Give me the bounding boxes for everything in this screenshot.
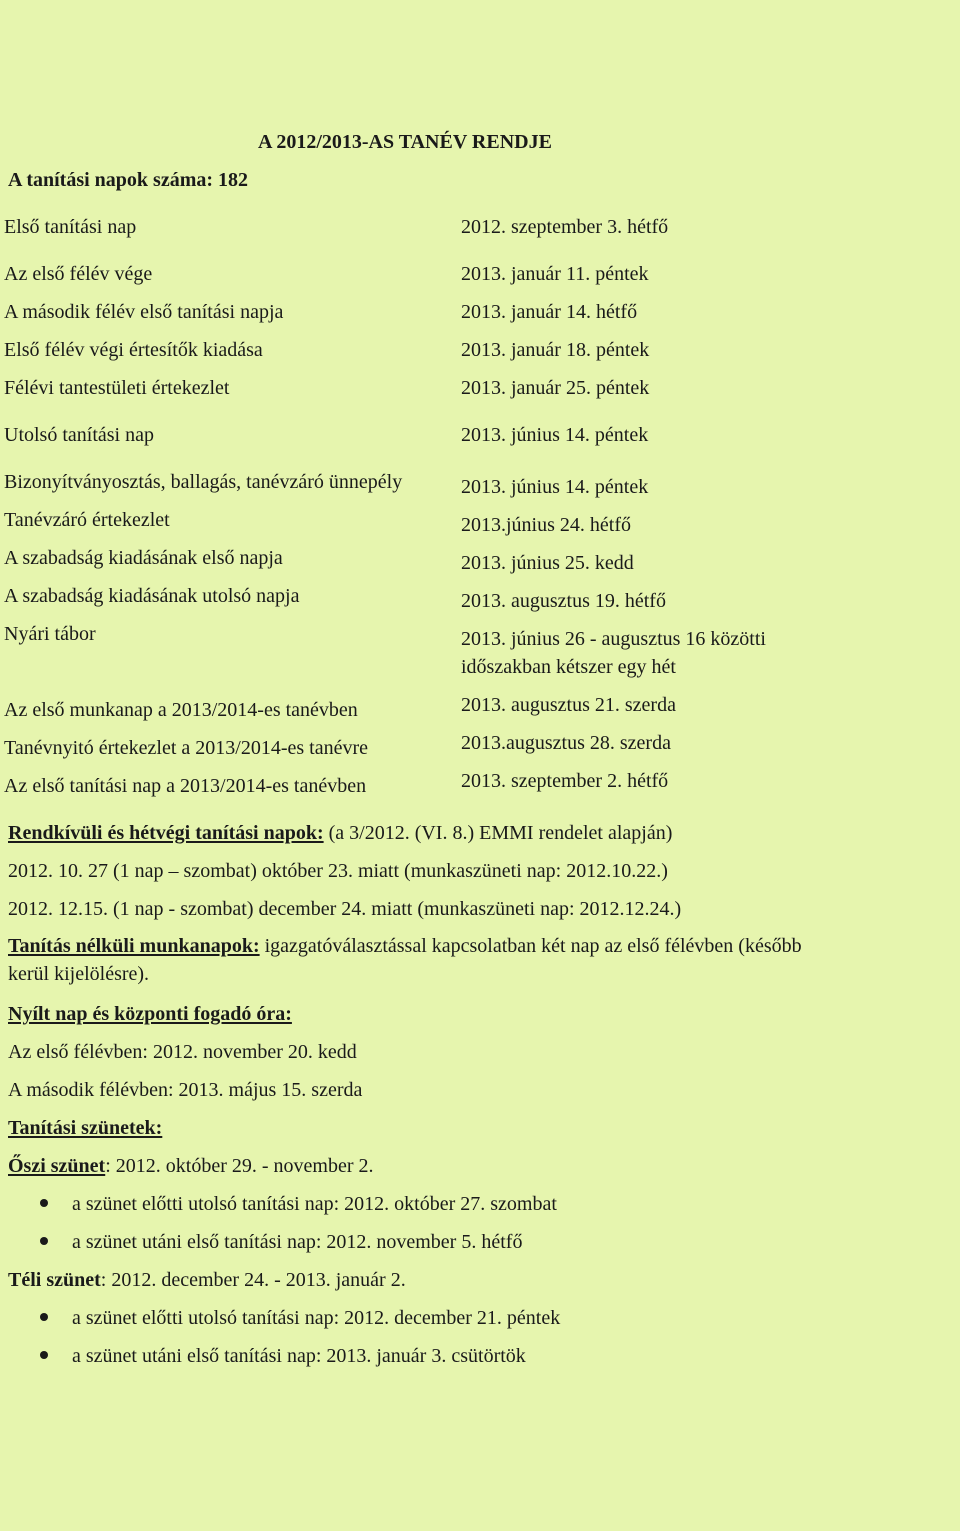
schedule-label: Tanévnyitó értekezlet a 2013/2014-es tanévre: [4, 737, 369, 759]
open-day-heading-line: [8, 1002, 292, 1026]
winter-break-dates: : 2012. december 24. - 2013. január 2.: [100, 1269, 406, 1291]
schedule-label: Az első tanítási nap a 2013/2014-es tanévben: [4, 775, 367, 797]
schedule-date: 2013. június 14. péntek: [461, 424, 649, 446]
schedule-label: A szabadság kiadásának utolsó napja: [4, 585, 300, 607]
schedule-label: Bizonyítványosztás, ballagás, tanévzáró ünnepély: [4, 471, 403, 493]
teaching-days-count: A tanítási napok száma: 182: [8, 169, 249, 191]
schedule-date: 2013. január 25. péntek: [461, 377, 650, 399]
autumn-break-label: Őszi szünet: [8, 1155, 106, 1177]
schedule-date: 2013. január 11. péntek: [461, 263, 649, 285]
list-item: [40, 1230, 522, 1254]
list-item-text: a szünet előtti utolsó tanítási nap: 2012. október 27. szombat: [72, 1193, 557, 1215]
special-days-heading: Rendkívüli és hétvégi tanítási napok:: [8, 822, 324, 844]
bullet-icon: [40, 1199, 48, 1207]
page-title: A 2012/2013-AS TANÉV RENDJE: [258, 131, 552, 153]
schedule-date: 2013.június 24. hétfő: [461, 514, 631, 536]
open-day-heading: Nyílt nap és központi fogadó óra:: [8, 1003, 292, 1025]
schedule-label: Tanévzáró értekezlet: [4, 509, 170, 531]
autumn-break-line: [8, 1154, 374, 1178]
schedule-label: Első tanítási nap: [4, 216, 137, 238]
breaks-heading-line: [8, 1116, 162, 1140]
schedule-label: Félévi tantestületi értekezlet: [4, 377, 230, 399]
non-teaching-paragraph: [8, 932, 808, 988]
schedule-date: 2013. szeptember 2. hétfő: [461, 770, 669, 792]
schedule-label: Nyári tábor: [4, 623, 96, 645]
schedule-date: 2013. június 25. kedd: [461, 552, 634, 574]
open-day-line: Az első félévben: 2012. november 20. kedd: [8, 1041, 357, 1063]
bullet-icon: [40, 1351, 48, 1359]
special-day-line: 2012. 12.15. (1 nap - szombat) december 24. miatt (munkaszüneti nap: 2012.12.24.): [8, 898, 682, 920]
schedule-date: 2013. június 14. péntek: [461, 476, 649, 498]
winter-break-label: Téli szünet: [8, 1269, 101, 1291]
schedule-date: 2013. augusztus 19. hétfő: [461, 590, 666, 612]
schedule-date-continued: időszakban kétszer egy hét: [461, 656, 676, 678]
open-day-line: A második félévben: 2013. május 15. szerda: [8, 1079, 363, 1101]
bullet-icon: [40, 1313, 48, 1321]
list-item-text: a szünet utáni első tanítási nap: 2012. november 5. hétfő: [72, 1231, 523, 1253]
special-day-line: 2012. 10. 27 (1 nap – szombat) október 23. miatt (munkaszüneti nap: 2012.10.22.): [8, 860, 668, 882]
autumn-break-dates: : 2012. október 29. - november 2.: [105, 1155, 374, 1177]
schedule-date: 2013. augusztus 21. szerda: [461, 694, 676, 716]
schedule-date: 2013. január 18. péntek: [461, 339, 650, 361]
schedule-label: Az első munkanap a 2013/2014-es tanévben: [4, 699, 358, 721]
list-item-text: a szünet előtti utolsó tanítási nap: 2012. december 21. péntek: [72, 1307, 561, 1329]
schedule-label: Utolsó tanítási nap: [4, 424, 154, 446]
list-item: [40, 1192, 557, 1216]
schedule-label: Első félév végi értesítők kiadása: [4, 339, 263, 361]
schedule-label: Az első félév vége: [4, 263, 153, 285]
list-item: [40, 1344, 526, 1368]
non-teaching-text: igazgatóválasztással kapcsolatban két nap az első félévben (később kerül kijelölésre).: [8, 935, 802, 985]
schedule-date: 2012. szeptember 3. hétfő: [461, 216, 669, 238]
special-days-note: (a 3/2012. (VI. 8.) EMMI rendelet alapján): [323, 822, 673, 844]
bullet-icon: [40, 1237, 48, 1245]
list-item-text: a szünet utáni első tanítási nap: 2013. január 3. csütörtök: [72, 1345, 526, 1367]
list-item: [40, 1306, 560, 1330]
breaks-heading: Tanítási szünetek:: [8, 1117, 163, 1139]
special-days-heading-line: [8, 821, 672, 845]
non-teaching-heading: Tanítás nélküli munkanapok:: [8, 935, 260, 957]
schedule-date: 2013.augusztus 28. szerda: [461, 732, 671, 754]
schedule-label: A szabadság kiadásának első napja: [4, 547, 283, 569]
schedule-date: 2013. január 14. hétfő: [461, 301, 638, 323]
schedule-date: 2013. június 26 - augusztus 16 közötti: [461, 628, 766, 650]
schedule-label: A második félév első tanítási napja: [4, 301, 284, 323]
winter-break-line: [8, 1268, 406, 1292]
